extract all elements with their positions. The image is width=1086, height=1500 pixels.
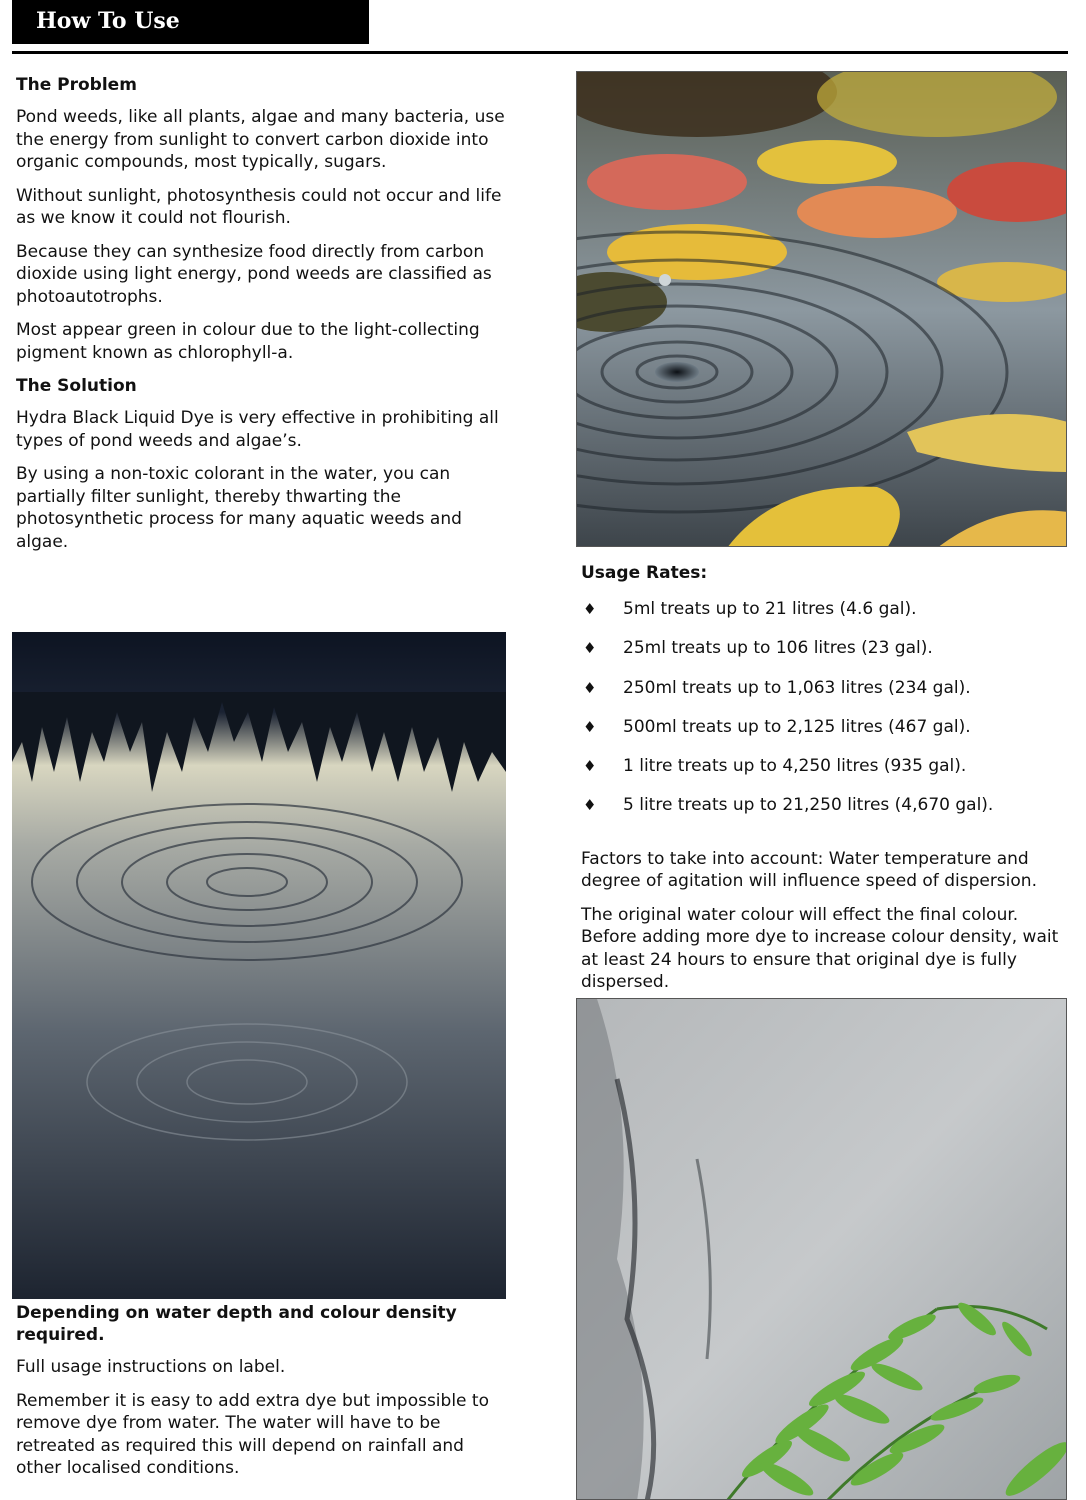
list-item	[581, 598, 1066, 637]
list-item	[581, 637, 1066, 676]
depth-section	[16, 1302, 506, 1491]
diamond-bullet-icon: ♦	[583, 717, 597, 736]
photo-leaves-water-drop	[576, 71, 1067, 547]
list-item	[581, 755, 1066, 794]
diamond-bullet-icon: ♦	[583, 639, 597, 658]
problem-paragraph: Pond weeds, like all plants, algae and many bacteria, use the energy from sunlight to convert carbon dioxide into organic compounds, most typically, sugars.	[16, 107, 505, 172]
depth-paragraph: Full usage instructions on label.	[16, 1357, 286, 1377]
photo-fern-water	[576, 998, 1067, 1500]
list-item	[581, 794, 1066, 833]
diamond-bullet-icon: ♦	[583, 796, 597, 815]
solution-heading: The Solution	[16, 376, 137, 396]
usage-note: The original water colour will effect the final colour. Before adding more dye to increase colour density, wait at least 24 hours to ensure that original dye is fully dispersed.	[581, 904, 1059, 993]
problem-paragraph: Most appear green in colour due to the light-collecting pigment known as chlorophyll-a.	[16, 320, 480, 363]
usage-rate-text: 250ml treats up to 1,063 litres (234 gal).	[623, 677, 971, 698]
solution-paragraph: Hydra Black Liquid Dye is very effective in prohibiting all types of pond weeds and algae’s.	[16, 408, 499, 451]
header-divider	[12, 51, 1068, 54]
list-item	[581, 716, 1066, 755]
diamond-bullet-icon: ♦	[583, 600, 597, 618]
usage-rate-text: 500ml treats up to 2,125 litres (467 gal).	[623, 716, 971, 737]
list-item	[581, 677, 1066, 716]
diamond-bullet-icon: ♦	[583, 678, 597, 697]
depth-heading: Depending on water depth and colour density required.	[16, 1303, 457, 1345]
page-title: How To Use	[36, 8, 180, 34]
usage-rates-list	[581, 598, 1066, 834]
photo-ripples-forest-reflection	[12, 632, 506, 1299]
problem-solution-section	[16, 74, 506, 564]
usage-heading: Usage Rates:	[581, 563, 708, 583]
depth-paragraph: Remember it is easy to add extra dye but impossible to remove dye from water. The water will have to be retreated as required this will depend on rainfall and other localised conditions.	[16, 1390, 489, 1478]
problem-paragraph: Without sunlight, photosynthesis could not occur and life as we know it could not flourish.	[16, 185, 502, 228]
usage-rate-text: 1 litre treats up to 4,250 litres (935 gal).	[623, 756, 967, 777]
usage-note: Factors to take into account: Water temperature and degree of agitation will influence speed of dispersion.	[581, 848, 1037, 892]
usage-rates-section	[581, 562, 1066, 1005]
usage-rate-text: 5ml treats up to 21 litres (4.6 gal).	[623, 599, 917, 619]
usage-rate-text: 5 litre treats up to 21,250 litres (4,670 gal).	[623, 795, 994, 816]
usage-rate-text: 25ml treats up to 106 litres (23 gal).	[623, 638, 933, 659]
header-bar	[12, 0, 369, 44]
problem-paragraph: Because they can synthesize food directly from carbon dioxide using light energy, pond weeds are classified as photoautotrophs.	[16, 241, 492, 307]
solution-paragraph: By using a non-toxic colorant in the water, you can partially filter sunlight, thereby thwarting the photosynthetic process for many aquatic weeds and algae.	[16, 464, 462, 552]
diamond-bullet-icon: ♦	[583, 757, 597, 776]
problem-heading: The Problem	[16, 75, 137, 95]
